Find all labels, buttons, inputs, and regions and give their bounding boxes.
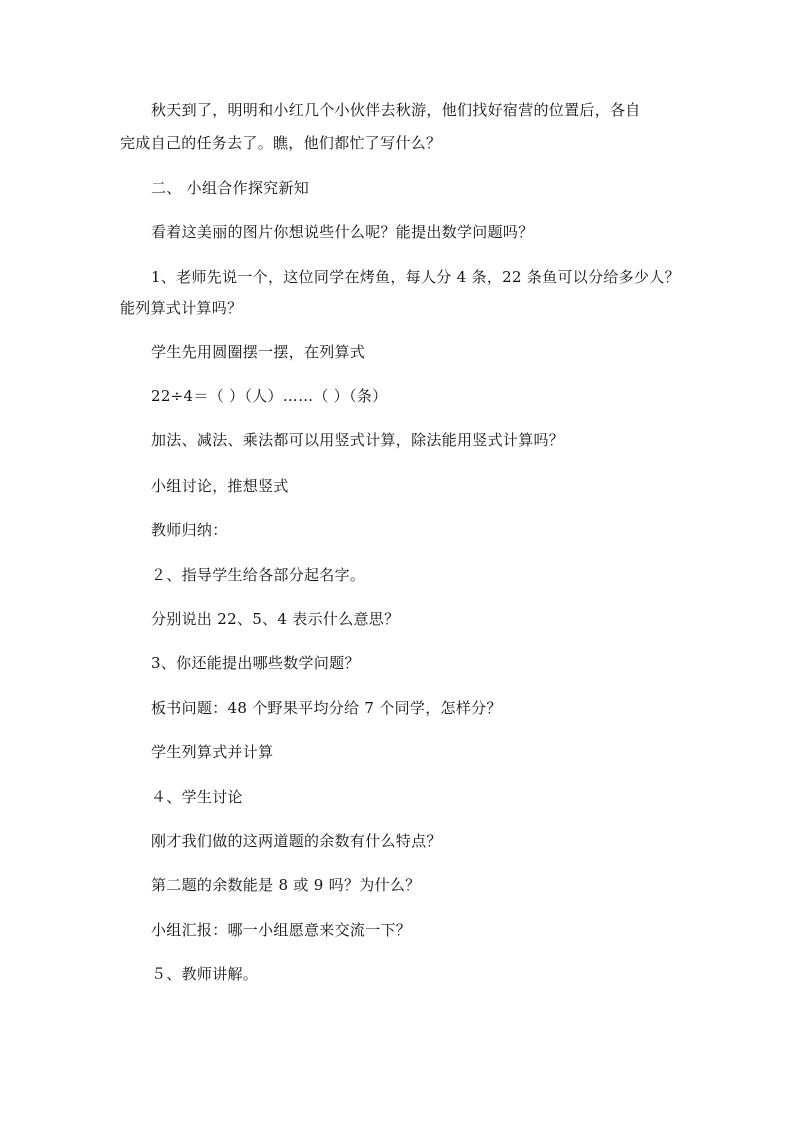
item-1-line-2: 能列算式计算吗？ bbox=[120, 299, 243, 317]
equation-line: 22÷4＝（ ）（人）……（ ）（条） bbox=[151, 387, 388, 405]
item-5: ５、教师讲解。 bbox=[151, 965, 259, 983]
paragraph-students-calc: 学生列算式并计算 bbox=[151, 743, 274, 761]
item-3: 3、你还能提出哪些数学问题？ bbox=[151, 654, 360, 672]
item-2: ２、指导学生给各部分起名字。 bbox=[151, 566, 366, 584]
paragraph-board-question: 板书问题：48 个野果平均分给 7 个同学，怎样分？ bbox=[151, 699, 502, 717]
paragraph-remainder-feature: 刚才我们做的这两道题的余数有什么特点？ bbox=[151, 832, 442, 850]
item-4: ４、学生讨论 bbox=[151, 788, 243, 806]
paragraph-group-discuss: 小组讨论，推想竖式 bbox=[151, 477, 289, 495]
item-1-line-1: 1、老师先说一个，这位同学在烤鱼，每人分 4 条，22 条鱼可以分给多少人？ bbox=[151, 268, 680, 286]
section-heading: 二、 小组合作探究新知 bbox=[151, 179, 310, 197]
paragraph-meanings: 分别说出 22、5、4 表示什么意思？ bbox=[151, 610, 400, 628]
paragraph-vertical-form: 加法、减法、乘法都可以用竖式计算，除法能用竖式计算吗？ bbox=[151, 431, 565, 449]
paragraph-intro-line-1: 秋天到了，明明和小红几个小伙伴去秋游，他们找好宿营的位置后，各自 bbox=[151, 101, 641, 119]
paragraph-circles: 学生先用圆圈摆一摆，在列算式 bbox=[151, 343, 366, 361]
paragraph-question: 看着这美丽的图片你想说些什么呢？能提出数学问题吗？ bbox=[151, 223, 534, 241]
paragraph-group-report: 小组汇报：哪一小组愿意来交流一下？ bbox=[151, 921, 412, 939]
paragraph-teacher-summary: 教师归纳： bbox=[151, 521, 228, 539]
paragraph-intro-line-2: 完成自己的任务去了。瞧，他们都忙了写什么？ bbox=[120, 134, 442, 152]
paragraph-remainder-question: 第二题的余数能是 8 或 9 吗？为什么？ bbox=[151, 876, 421, 894]
